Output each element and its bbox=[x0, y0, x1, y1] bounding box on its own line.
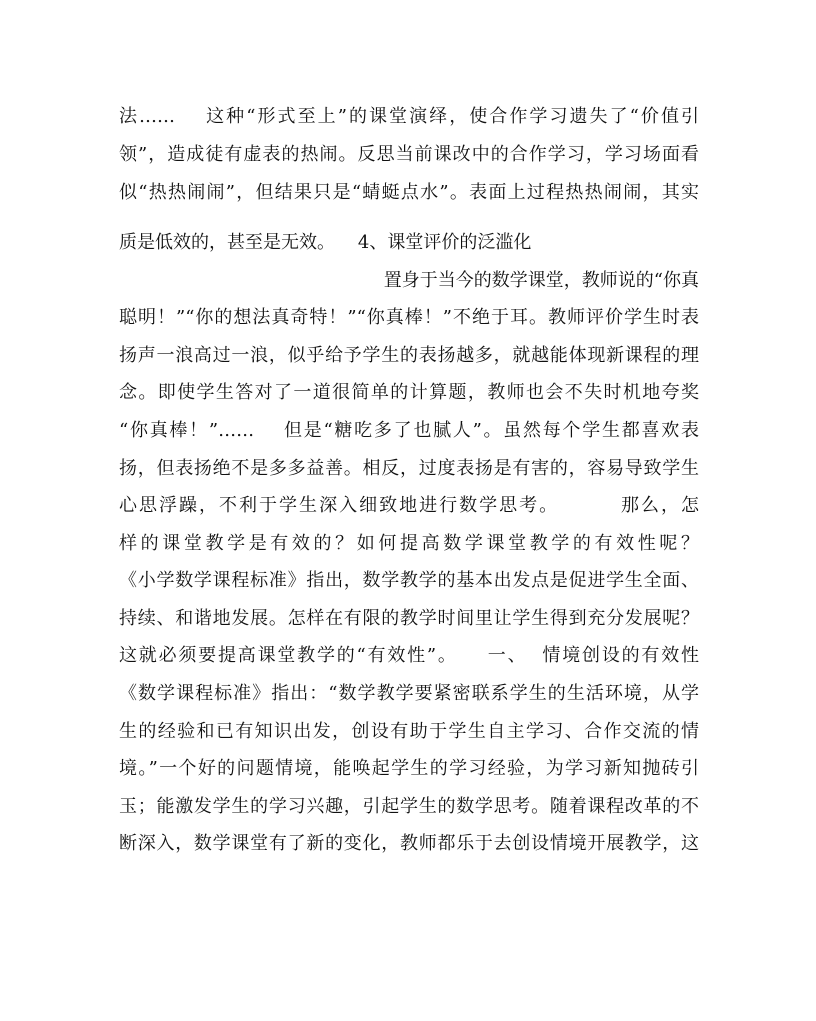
text-line-9: “你真棒！”…… 但是“糖吃多了也腻人”。虽然每个学生都喜欢表 bbox=[119, 420, 699, 441]
text-line-3: 似“热热闹闹”，但结果只是“蜻蜓点水”。表面上过程热热闹闹，其实 bbox=[119, 182, 699, 203]
text-line-10: 扬，但表扬绝不是多多益善。相反，过度表扬是有害的，容易导致学生 bbox=[119, 458, 699, 479]
text-line-1: 法…… 这种“形式至上”的课堂演绎，使合作学习遗失了“价值引 bbox=[119, 106, 699, 127]
text-line-14: 持续、和谐地发展。怎样在有限的教学时间里让学生得到充分发展呢？ bbox=[119, 608, 699, 629]
text-line-8: 念。即使学生答对了一道很简单的计算题，教师也会不失时机地夸奖 bbox=[119, 382, 699, 403]
text-line-2: 领”，造成徒有虚表的热闹。反思当前课改中的合作学习，学习场面看 bbox=[119, 144, 699, 165]
text-line-6: 聪明！”“你的想法真奇特！”“你真棒！”不绝于耳。教师评价学生时表 bbox=[119, 307, 699, 328]
text-line-13: 《小学数学课程标准》指出，数学教学的基本出发点是促进学生全面、 bbox=[119, 570, 699, 591]
text-line-5: 置身于当今的数学课堂，教师说的“你真 bbox=[383, 270, 699, 291]
text-line-16: 《数学课程标准》指出：“数学教学要紧密联系学生的生活环境，从学 bbox=[119, 683, 699, 704]
text-line-18: 境。”一个好的问题情境，能唤起学生的学习经验，为学习新知抛砖引 bbox=[119, 758, 699, 779]
text-line-7: 扬声一浪高过一浪，似乎给予学生的表扬越多，就越能体现新课程的理 bbox=[119, 345, 699, 366]
text-line-19: 玉；能激发学生的学习兴趣，引起学生的数学思考。随着课程改革的不 bbox=[119, 796, 699, 817]
text-line-20: 断深入，数学课堂有了新的变化，教师都乐于去创设情境开展教学，这 bbox=[119, 833, 699, 854]
text-line-11: 心思浮躁，不利于学生深入细致地进行数学思考。 那么，怎 bbox=[119, 495, 699, 516]
text-line-17: 生的经验和已有知识出发，创设有助于学生自主学习、合作交流的情 bbox=[119, 721, 699, 742]
text-line-15: 这就必须要提高课堂教学的“有效性”。 一、 情境创设的有效性 bbox=[119, 645, 699, 666]
text-line-12: 样的课堂教学是有效的？如何提高数学课堂教学的有效性呢？ bbox=[119, 533, 699, 554]
text-line-4: 质是低效的，甚至是无效。 4、课堂评价的泛滥化 bbox=[119, 232, 532, 253]
